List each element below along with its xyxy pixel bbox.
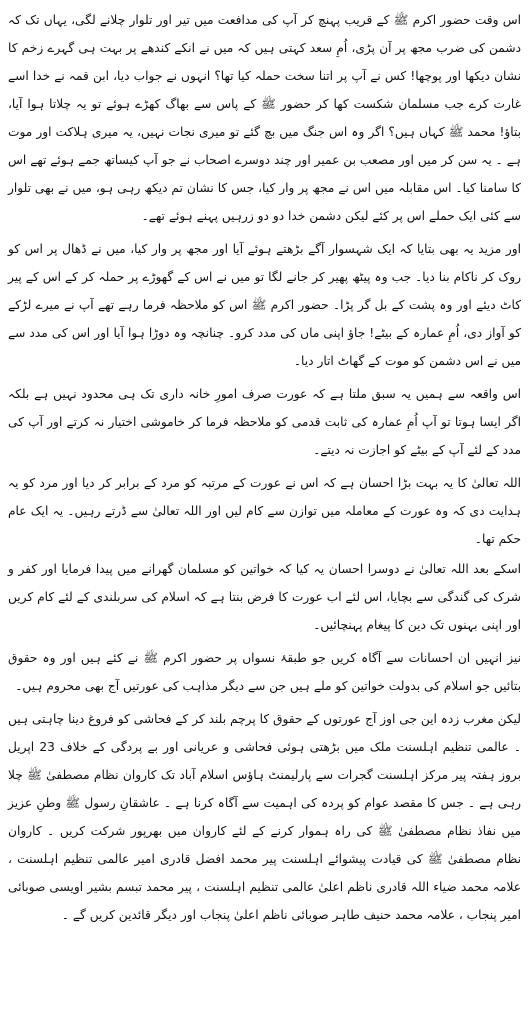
paragraph-second-favor: اسکے بعد اللہ تعالیٰ نے دوسرا احسان یہ کیا کہ خواتین کو مسلمان گھرانے میں پیدا فرمایا اور کفر و شرک کی گندگی سے بچایا، اس لئے اب عورت کا فرض بنتا ہے کہ اسلام کی سربلندی کے لئے کام کریں اور اپنی بہنوں تک دین کا پیغام پہنچائیں۔ [8, 562, 521, 632]
paragraph-allah-favor: اللہ تعالیٰ کا یہ بہت بڑا احسان ہے کہ اس نے عورت کے مرتبہ کو مرد کے برابر کر دیا اور مرد کو یہ ہدایت دی کہ وہ عورت کے معاملہ میں توازن سے کام لیں اور اللہ تعالیٰ سے ڈرتے رہیں۔ یہ ایک عام حکم تھا۔ [8, 476, 521, 546]
paragraph-horseman-attack: اور مزید یہ بھی بتایا کہ ایک شہسوار آگے بڑھتے ہوئے آیا اور مجھ پر وار کیا، میں نے ڈھال پر اس کو روک کر ناکام بنا دیا۔ جب وہ پیٹھ پھیر کر جانے لگا تو میں نے اس کے گھوڑے پر حملہ کر کے اس کے پیر کاٹ دیئے اور وہ پشت کے بل گر پڑا۔ حضور اکرم ﷺ اس کو ملاحظہ فرما رہے تھے آپ نے میرے لڑکے کو آواز دی، اُمِ عمارہ کے بیٹے! جاؤ اپنی ماں کی مدد کرو۔ چنانچہ وہ دوڑا ہوا آیا اور اس کی مدد سے میں نے اس دشمن کو موت کے گھاٹ اتار دیا۔ [8, 242, 521, 368]
paragraph-inform-rights: نیز انہیں ان احسانات سے آگاہ کریں جو طبقۂ نسواں پر حضور اکرم ﷺ نے کئے ہیں اور وہ حقوق بتائیں جو اسلام کی بدولت خواتین کو ملے ہیں جن سے دیگر مذاہب کی عورتیں آج بھی محروم ہیں۔ [8, 651, 521, 693]
paragraph-umm-saad-account: اس وقت حضور اکرم ﷺ کے قریب پہنچ کر آپ کی مدافعت میں تیر اور تلوار چلانے لگی، یہاں تک کہ دشمن کی ضرب مجھ پر آن پڑی، اُمِ سعد کہتی ہیں کہ میں نے انکے کندھے پر بہت ہی گہرے زخم کا نشان دیکھا اور پوچھا! کس نے آپ پر اتنا سخت حملہ کیا تھا؟ انہوں نے جواب دیا، ابن قمہ نے خدا اسے غارت کرے جب مسلمان شکست کھا کر حضور ﷺ کے پاس سے بھاگ کھڑے ہوئے تو یہ چلاتا ہوا آیا، بتاؤ! محمد ﷺ کہاں ہیں؟ اگر وہ اس جنگ میں بچ گئے تو میری نجات نہیں، یہ میری ہلاکت اور موت ہے ۔ یہ سن کر میں اور مصعب بن عمیر اور چند دوسرے اصحاب نے جو آپ کیساتھ جمے ہوئے تھے اس کا سامنا کیا۔ اس مقابلہ میں اس نے مجھ پر وار کیا، جس کا نشان تم دیکھ رہی ہو، میں نے بھی تلوار سے کئی ایک حملے اس پر کئے لیکن دشمن خدا دو دو زرہیں پہنے ہوئے تھے۔ [8, 13, 521, 223]
paragraph-caravan-announcement: لیکن مغرب زدہ این جی اوز آج عورتوں کے حقوق کا پرچم بلند کر کے فحاشی کو فروغ دینا چاہتی ہیں ۔ عالمی تنظیم اہلسنت ملک میں بڑھتی ہوئی فحاشی و عریانی اور بے پردگی کے خلاف 23 اپریل بروز ہفتہ پیر مرکز اہلسنت گجرات سے پارلیمنٹ ہاؤس اسلام آباد تک کاروان نظام مصطفیٰ ﷺ چلا رہی ہے ۔ جس کا مقصد عوام کو پردہ کی اہمیت سے آگاہ کرنا ہے ۔ عاشقانِ رسول ﷺ وطنِ عزیز میں نفاذ نظام مصطفیٰ ﷺ کی راہ ہموار کرنے کے لئے کاروان میں بھرپور شرکت کریں ۔ کاروان نظام مصطفیٰ ﷺ کی قیادت پیشوائے اہلسنت پیر محمد افضل قادری امیر عالمی تنظیم اہلسنت ، علامہ محمد ضیاء اللہ قادری ناظم اعلیٰ عالمی تنظیم اہلسنت ، پیر محمد تبسم بشیر اویسی صوبائی امیر پنجاب ، علامہ محمد حنیف طاہر صوبائی ناظم اعلیٰ پنجاب اور دیگر قائدین کریں گے ۔ [8, 712, 521, 922]
paragraph-lesson: اس واقعہ سے ہمیں یہ سبق ملتا ہے کہ عورت صرف امورِ خانہ داری تک ہی محدود نہیں ہے بلکہ اگر ایسا ہوتا تو آپ اُمِ عمارہ کی ثابت قدمی کو ملاحظہ فرما کر خاموشی اختیار نہ کرتے اور آپ کی مدد کے لئے آپ کے بیٹے کو اجازت نہ دیتے۔ [8, 387, 521, 457]
